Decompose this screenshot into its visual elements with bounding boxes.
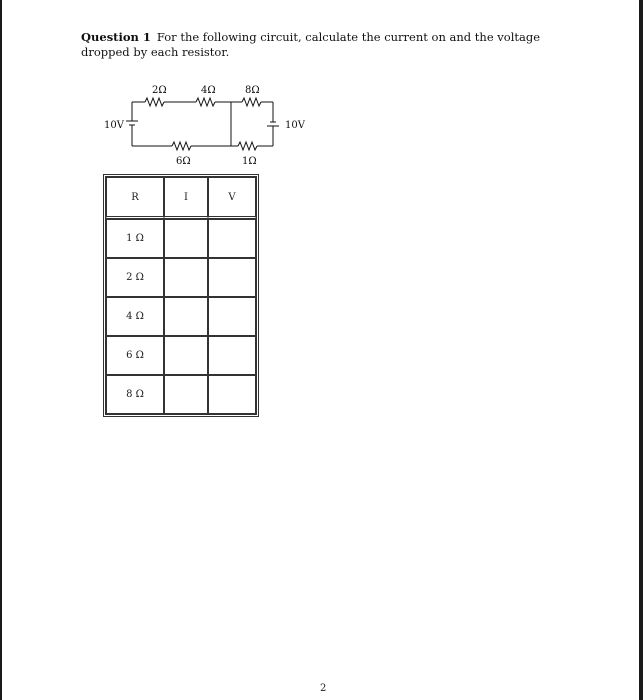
label-8-ohm: 8Ω: [245, 85, 260, 96]
cell-resistance: 6 Ω: [106, 336, 164, 375]
cell-voltage: [208, 297, 256, 336]
cell-current: [164, 258, 208, 297]
cell-resistance: 4 Ω: [106, 297, 164, 336]
cell-current: [164, 219, 208, 258]
header-v: V: [208, 177, 256, 219]
header-i: I: [164, 177, 208, 219]
table-row: [106, 375, 256, 414]
header-r: R: [106, 177, 164, 219]
question-label: Question 1: [81, 30, 151, 44]
table-row: [106, 336, 256, 375]
cell-voltage: [208, 258, 256, 297]
label-4-ohm: 4Ω: [201, 85, 216, 96]
cell-resistance: 1 Ω: [106, 219, 164, 258]
resistor-8-ohm: [242, 98, 261, 106]
resistor-6-ohm: [172, 142, 191, 150]
answer-table: [103, 174, 259, 417]
cell-current: [164, 375, 208, 414]
cell-resistance: 2 Ω: [106, 258, 164, 297]
resistor-4-ohm: [196, 98, 215, 106]
page-number: 2: [320, 683, 327, 694]
resistor-2-ohm: [145, 98, 164, 106]
label-source-left: 10V: [104, 120, 124, 131]
question-body: For the following circuit, calculate the current on and the voltage dropped by each resistor.: [81, 30, 541, 59]
cell-current: [164, 336, 208, 375]
cell-voltage: [208, 336, 256, 375]
label-source-right: 10V: [285, 120, 305, 131]
table-row: [106, 297, 256, 336]
circuit-diagram: [2, 0, 639, 180]
label-6-ohm: 6Ω: [176, 156, 191, 167]
table-row: [106, 219, 256, 258]
label-1-ohm: 1Ω: [242, 156, 257, 167]
cell-current: [164, 297, 208, 336]
cell-voltage: [208, 219, 256, 258]
cell-voltage: [208, 375, 256, 414]
table-row: [106, 258, 256, 297]
resistor-1-ohm: [238, 142, 257, 150]
cell-resistance: 8 Ω: [106, 375, 164, 414]
document-page: [2, 0, 639, 700]
table-header-row: [106, 177, 256, 219]
label-2-ohm: 2Ω: [152, 85, 167, 96]
